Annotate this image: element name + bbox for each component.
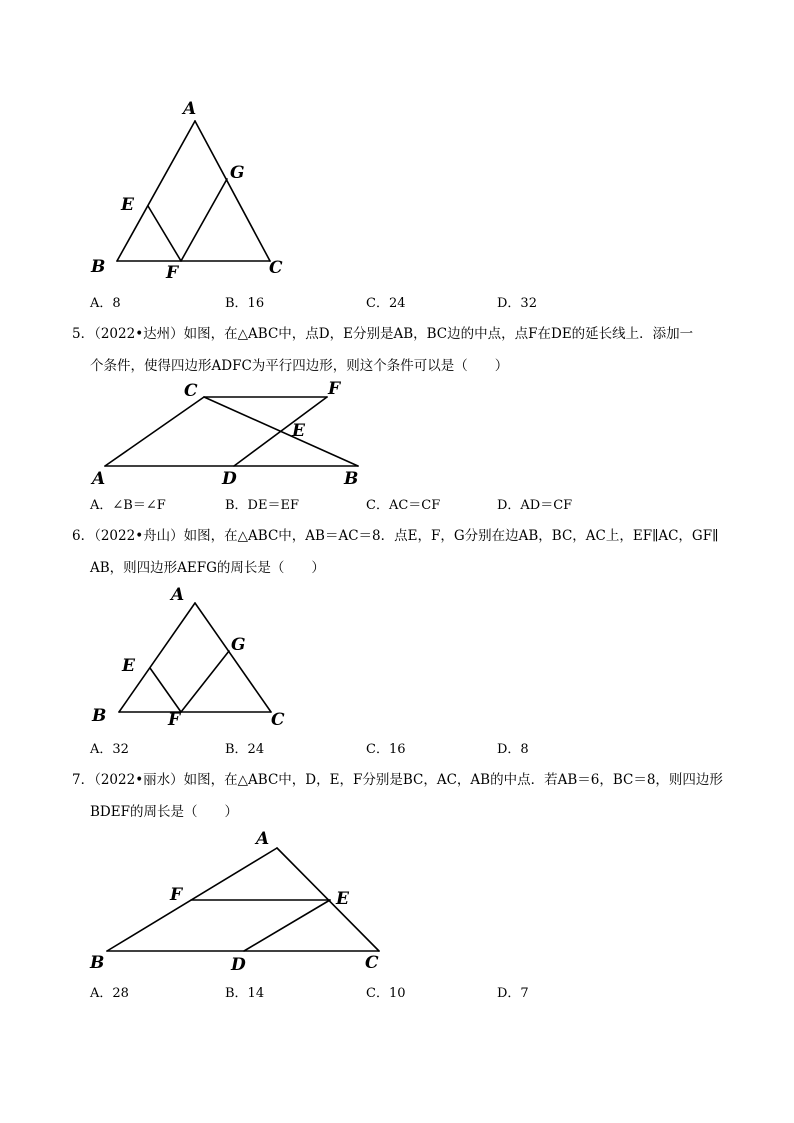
q7-options [90,982,710,1002]
label-g: G [230,163,245,183]
q4-options [90,292,710,312]
q7-option-a[interactable]: A．28 [90,986,129,1001]
segment-de [244,900,330,951]
segment-ef [148,206,181,261]
q4-option-d[interactable]: D．32 [497,296,537,311]
label-a: A [183,99,197,119]
label-e: E [292,421,305,441]
label-g: G [231,635,246,655]
q6-triangle-figure [0,580,794,730]
q5-line-2: 个条件，使得四边形ADFC为平行四边形，则这个条件可以是（ ） [90,358,509,374]
label-d: D [222,469,237,489]
q6-option-a[interactable]: A．32 [90,742,129,757]
segment-ac [195,121,270,261]
label-e: E [122,656,135,676]
label-b: B [92,706,107,726]
segment-ca [105,397,204,466]
label-b: B [91,257,106,277]
q5-option-a[interactable]: A．∠B＝∠F [90,498,166,513]
q5-option-d[interactable]: D．AD＝CF [497,498,573,513]
segment-gf [181,651,229,712]
segment-gf [181,179,227,261]
label-c: C [365,953,379,973]
label-a: A [256,829,270,849]
q7-triangle-figure [0,820,794,980]
segment-df [234,397,327,466]
label-f: F [168,710,181,730]
q6-option-d[interactable]: D．8 [497,742,529,757]
label-c: C [271,710,285,730]
q6-line-2: AB，则四边形AEFG的周长是（ ） [90,560,325,576]
q5-option-b[interactable]: B．DE＝EF [225,498,299,513]
q4-option-c[interactable]: C．24 [366,296,406,311]
q7-option-b[interactable]: B．14 [225,986,265,1001]
q4-option-b[interactable]: B．16 [225,296,265,311]
label-e: E [336,889,349,909]
segment-ab [117,121,195,261]
label-b: B [344,469,359,489]
label-d: D [231,955,246,975]
segment-ef [150,668,181,712]
q4-triangle-figure [0,0,794,300]
q7-question [72,764,732,828]
label-f: F [170,885,183,905]
q6-option-c[interactable]: C．16 [366,742,406,757]
label-a: A [171,585,185,605]
q6-option-b[interactable]: B．24 [225,742,265,757]
q5-option-c[interactable]: C．AC＝CF [366,498,441,513]
q7-option-c[interactable]: C．10 [366,986,406,1001]
label-f: F [166,263,179,283]
label-c: C [269,258,283,278]
q6-line-1: 6．（2022•舟山）如图，在△ABC中，AB＝AC＝8．点E，F，G分别在边AB，BC，AC上，EF∥AC，GF∥ [72,528,719,544]
label-a: A [92,469,106,489]
q6-options [90,738,710,758]
segment-ac [195,603,271,712]
q5-options [90,494,710,514]
q4-option-a[interactable]: A．8 [90,296,121,311]
label-b: B [90,953,105,973]
label-e: E [121,195,134,215]
q5-parallelogram-figure [0,370,794,495]
q7-option-d[interactable]: D．7 [497,986,529,1001]
label-c: C [184,381,198,401]
label-f: F [328,379,341,399]
q5-line-1: 5．（2022•达州）如图，在△ABC中，点D，E分别是AB，BC边的中点，点F在DE的延长线上．添加一 [72,326,694,342]
q7-line-1: 7．（2022•丽水）如图，在△ABC中，D，E，F分别是BC，AC，AB的中点．若AB＝6，BC＝8，则四边形 [72,772,723,788]
q6-question [72,520,732,584]
q7-line-2: BDEF的周长是（ ） [90,804,238,820]
